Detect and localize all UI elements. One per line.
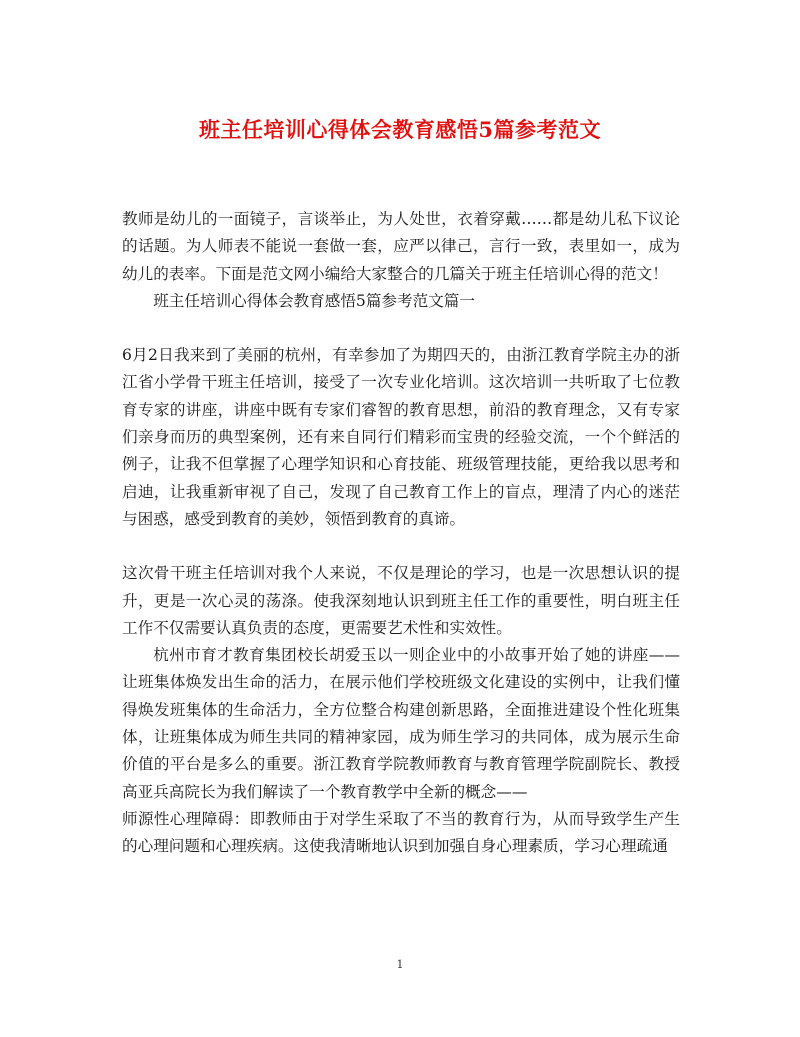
document-title: 班主任培训心得体会教育感悟5篇参考范文 [198,117,602,142]
body-paragraph: 这次骨干班主任培训对我个人来说，不仅是理论的学习，也是一次思想认识的提升，更是一次心灵的荡涤。使我深刻地认识到班主任工作的重要性，明白班主任工作不仅需要认真负责的态度，更需要艺术性和实效性。 [122,564,680,637]
section-heading: 班主任培训心得体会教育感悟5篇参考范文篇一 [153,291,475,310]
paragraph-gap [122,533,680,560]
body-paragraph: 杭州市育才教育集团校长胡爱玉以一则企业中的小故事开始了她的讲座——让班集体焕发出生命的活力，在展示他们学校班级文化建设的实例中，让我们懂得焕发班集体的生命活力，全方位整合构建创新思路，全面推进建设个性化班集体，让班集体成为师生共同的精神家园，成为师生学习的共同体，成为展示生命价值的平台是多么的重要。浙江教育学院教师教育与教育管理学院副院长、教授高亚兵高院长为我们解读了一个教育教学中全新的概念—— [122,646,680,801]
intro-paragraph: 教师是幼儿的一面镜子，言谈举止，为人处世，衣着穿戴……都是幼儿私下议论的话题。为人师表不能说一套做一套，应严以律己，言行一致，表里如一，成为幼儿的表率。下面是范文网小编给大家整合的几篇关于班主任培训心得的范文！ [122,210,680,283]
body-paragraph: 师源性心理障碍：即教师由于对学生采取了不当的教育行为，从而导致学生产生的心理问题和心理疾病。这使我清晰地认识到加强自身心理素质，学习心理疏通 [122,809,680,856]
document-body [122,206,680,861]
body-paragraph: 6月2日我来到了美丽的杭州，有幸参加了为期四天的，由浙江教育学院主办的浙江省小学骨干班主任培训，接受了一次专业化培训。这次培训一共听取了七位教育专家的讲座，讲座中既有专家们睿智的教育思想，前沿的教育理念，又有专家们亲身而历的典型案例，还有来自同行们精彩而宝贵的经验交流，一个个鲜活的例子，让我不但掌握了心理学知识和心育技能、班级管理技能，更给我以思考和启迪，让我重新审视了自己，发现了自己教育工作上的盲点，理清了内心的迷茫与困惑，感受到教育的美妙，领悟到教育的真谛。 [122,346,680,528]
page-number: 1 [396,958,404,971]
paragraph-gap [122,315,680,342]
